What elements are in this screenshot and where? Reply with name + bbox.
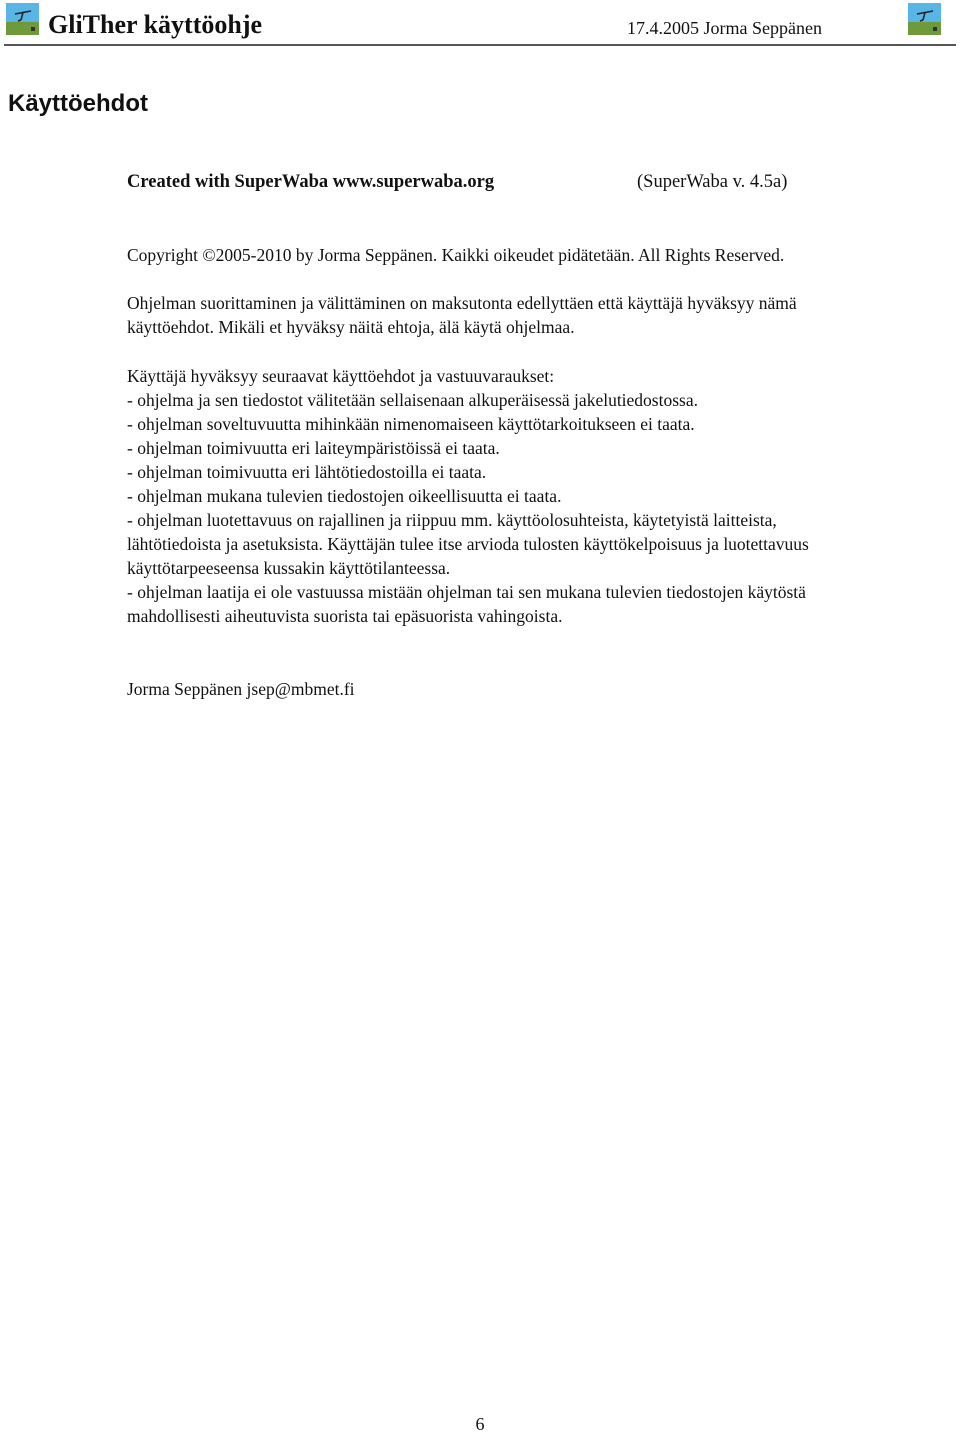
copyright-notice bbox=[127, 243, 937, 267]
terms-item: - ohjelman toimivuutta eri laiteympäristöissä ei taata. bbox=[127, 438, 500, 458]
superwaba-version: (SuperWaba v. 4.5a) bbox=[637, 172, 788, 192]
terms-item: - ohjelman laatija ei ole vastuussa mistään ohjelman tai sen mukana tulevien tiedostojen käytöstä bbox=[127, 582, 806, 602]
terms-item: - ohjelma ja sen tiedostot välitetään sellaisenaan alkuperäisessä jakelutiedostossa. bbox=[127, 390, 698, 410]
terms-item-continuation: lähtötiedoista ja asetuksista. Käyttäjän tulee itse arvioda tulosten käyttökelpoisuus ja luotettavuus bbox=[127, 534, 809, 554]
page-number: 6 bbox=[475, 1414, 485, 1434]
usage-paragraph bbox=[127, 291, 937, 339]
section-title: Käyttöehdot bbox=[8, 90, 148, 117]
usage-line: Ohjelman suorittaminen ja välittäminen on maksutonta edellyttäen että käyttäjä hyväksyy nämä bbox=[127, 293, 797, 313]
terms-item: - ohjelman luotettavuus on rajallinen ja riippuu mm. käyttöolosuhteista, käytetyistä laitteista, bbox=[127, 510, 777, 530]
terms-item: - ohjelman toimivuutta eri lähtötiedostoilla ei taata. bbox=[127, 462, 487, 482]
terms-intro: Käyttäjä hyväksyy seuraavat käyttöehdot ja vastuuvaraukset: bbox=[127, 366, 555, 386]
terms-item: - ohjelman mukana tulevien tiedostojen oikeellisuutta ei taata. bbox=[127, 486, 562, 506]
glider-logo-icon bbox=[6, 3, 39, 35]
document-title: GliTher käyttöohje bbox=[48, 10, 263, 39]
created-with-line: Created with SuperWaba www.superwaba.org bbox=[127, 172, 495, 192]
page-header bbox=[4, 0, 956, 46]
terms-paragraph bbox=[127, 364, 937, 628]
copyright-line: Copyright ©2005-2010 by Jorma Seppänen. Kaikki oikeudet pidätetään. All Rights Reserved. bbox=[127, 245, 785, 265]
usage-line: käyttöehdot. Mikäli et hyväksy näitä ehtoja, älä käytä ohjelmaa. bbox=[127, 317, 575, 337]
document-date-author: 17.4.2005 Jorma Seppänen bbox=[627, 18, 822, 38]
glider-logo-icon bbox=[908, 3, 941, 35]
author-line: Jorma Seppänen jsep@mbmet.fi bbox=[127, 679, 355, 699]
terms-item-continuation: mahdollisesti aiheutuvista suorista tai epäsuorista vahingoista. bbox=[127, 606, 563, 626]
terms-item: - ohjelman soveltuvuutta mihinkään nimenomaiseen käyttötarkoitukseen ei taata. bbox=[127, 414, 695, 434]
author-contact bbox=[127, 677, 937, 701]
terms-item-continuation: käyttötarpeeseensa kussakin käyttötilanteessa. bbox=[127, 558, 451, 578]
